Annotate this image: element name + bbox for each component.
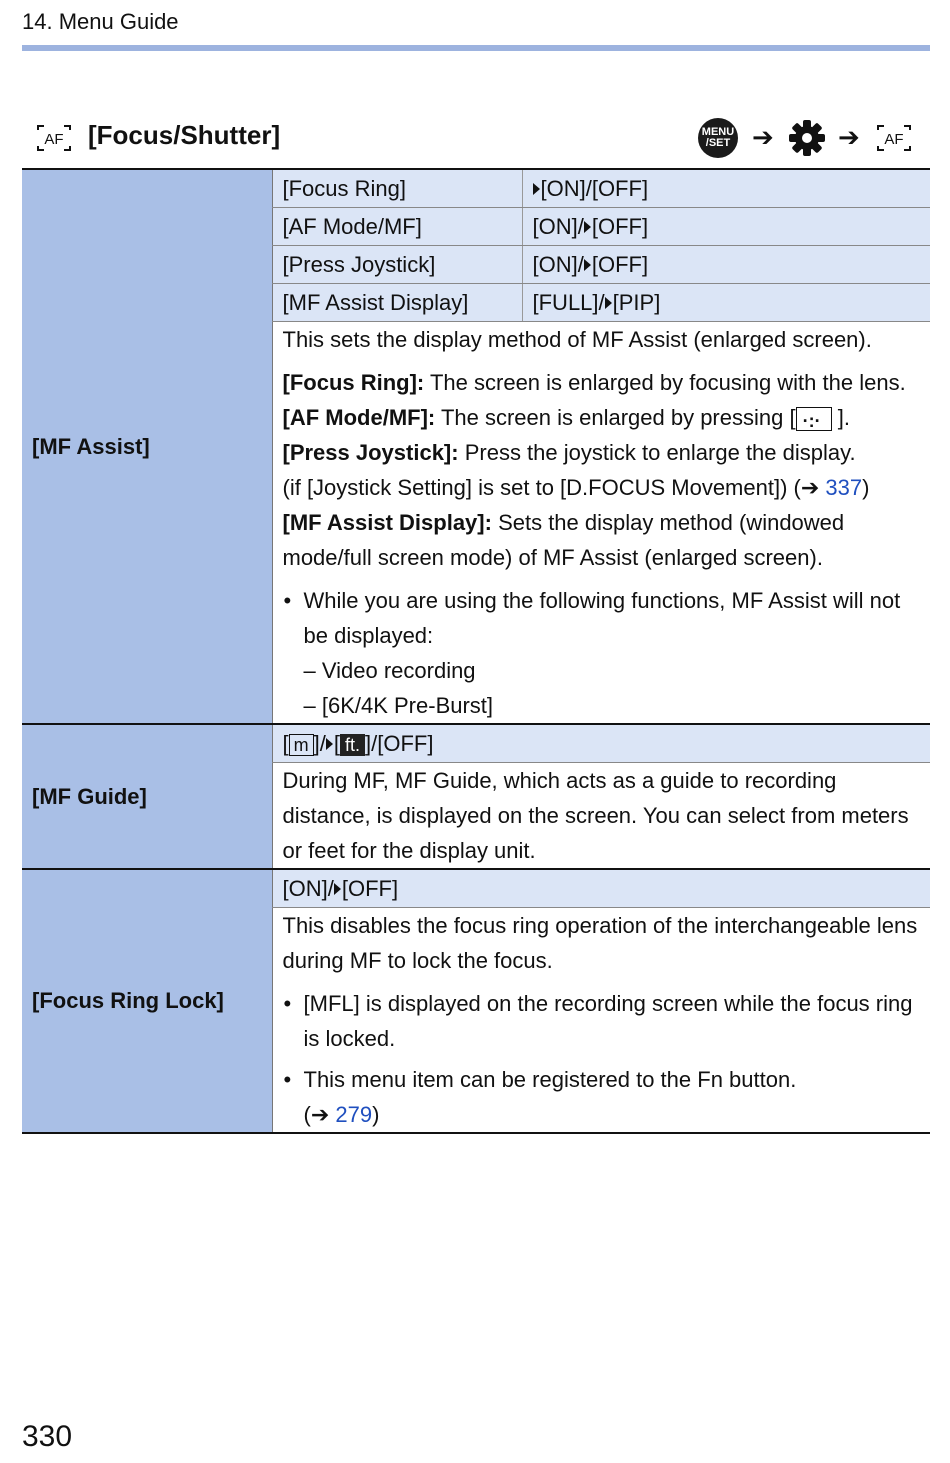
section-header (22, 118, 930, 158)
chapter-title: 14. Menu Guide (22, 9, 179, 34)
header-rule (22, 45, 930, 51)
gear-icon (788, 119, 826, 157)
description: During MF, MF Guide, which acts as a guide to recording distance, is displayed on the screen. You can select from meters or feet for the display unit. (272, 763, 930, 870)
af-icon (36, 124, 72, 152)
page-number: 330 (22, 1420, 73, 1453)
option-value: [ON]/ [OFF] (522, 246, 930, 284)
svg-text:AF: AF (44, 131, 64, 148)
option-value: [ON]/[OFF] (522, 169, 930, 208)
menu-item-mf-guide: [MF Guide] (22, 724, 272, 869)
option-name: [AF Mode/MF] (272, 208, 522, 246)
default-marker-icon (584, 259, 591, 271)
option-name: [Focus Ring] (272, 169, 522, 208)
arrow-right-icon: ➔ (752, 122, 774, 152)
option-value: [FULL]/ [PIP] (522, 284, 930, 322)
section-title: [Focus/Shutter] (88, 120, 281, 150)
arrow-right-icon: ➔ (838, 122, 860, 152)
list-item: • This menu item can be registered to the Fn button. (➔ 279) (283, 1062, 921, 1132)
af-icon (876, 124, 912, 152)
feet-icon: ft. (340, 734, 365, 756)
option-value: [ m ]/ [ ft. ]/[OFF] (272, 724, 930, 763)
default-marker-icon (334, 883, 341, 895)
list-item: • [MFL] is displayed on the recording screen while the focus ring is locked. (283, 986, 921, 1056)
list-item: – [6K/4K Pre-Burst] (303, 693, 494, 718)
option-name: [MF Assist Display] (272, 284, 522, 322)
svg-text:AF: AF (884, 131, 904, 148)
joystick-button-icon (796, 407, 832, 431)
default-marker-icon (584, 221, 591, 233)
option-value: [ON]/ [OFF] (522, 208, 930, 246)
option-value: [ON]/ [OFF] (272, 869, 930, 908)
menu-set-icon: MENU /SET (698, 118, 738, 158)
description: This sets the display method of MF Assist (enlarged screen). [Focus Ring]: The screen is enlarged by focusing with the lens. [AF Mode/MF]: The screen is enlarged by pressing [·:· ]. [Press Joystick]: Press the joystick to enlarge the display. (if [Joystick Setting] is set to [D.FOCUS Movement]) (➔ 337) [MF Assist Display]: Sets the display method (windowed mode/full screen mode) of MF Assist (enlarged screen). • While you are using the following functions, MF Assist will not be displayed: – Video recording – [6K/4K Pre-Burst] (272, 322, 930, 725)
list-item: – Video recording (303, 658, 476, 683)
table-row (22, 869, 930, 908)
menu-table (22, 168, 930, 1134)
default-marker-icon (605, 297, 612, 309)
description: This disables the focus ring operation of the interchangeable lens during MF to lock the focus. • [MFL] is displayed on the recording screen while the focus ring is locked. • This menu item can be registered to the Fn button. (➔ 279) (272, 908, 930, 1134)
default-marker-icon (326, 738, 333, 750)
meters-icon: m (289, 734, 314, 756)
option-name: [Press Joystick] (272, 246, 522, 284)
table-row (22, 724, 930, 763)
list-item: • While you are using the following functions, MF Assist will not be displayed: (283, 583, 921, 653)
menu-item-mf-assist: [MF Assist] (22, 169, 272, 724)
page-link-279[interactable]: 279 (335, 1102, 373, 1127)
menu-item-focus-ring-lock: [Focus Ring Lock] (22, 869, 272, 1133)
page-link-337[interactable]: 337 (825, 475, 863, 500)
default-marker-icon (533, 183, 540, 195)
table-row (22, 169, 930, 208)
